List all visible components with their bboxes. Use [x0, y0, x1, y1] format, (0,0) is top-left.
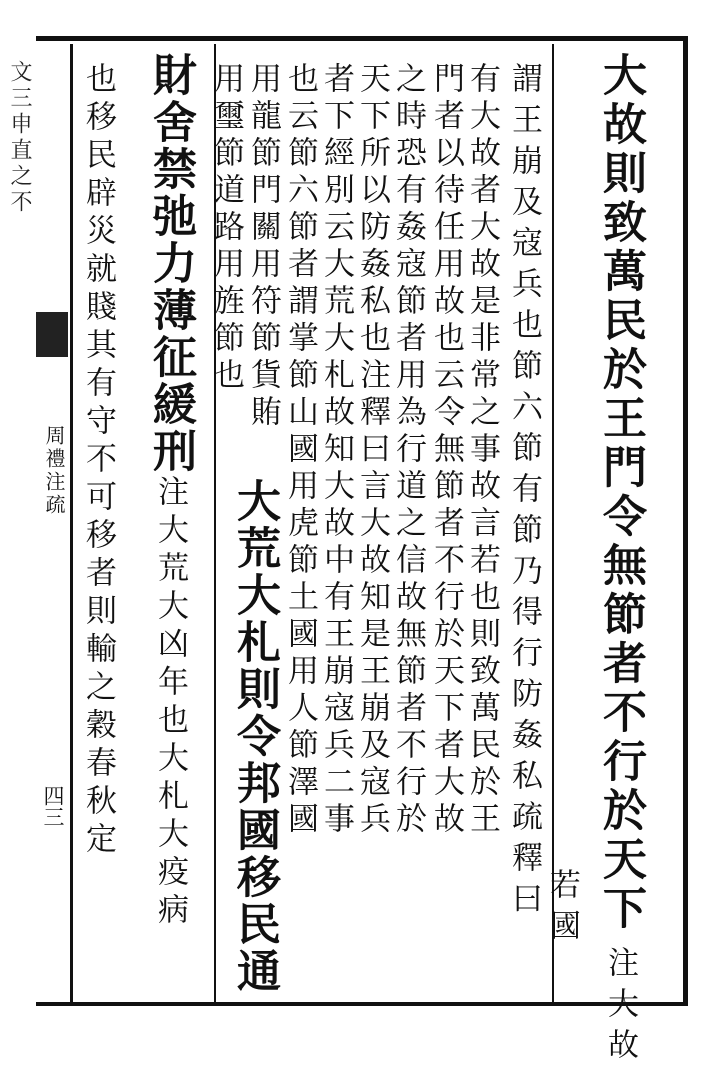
note-text: 疏釋曰 [506, 800, 542, 923]
text-column-4: 門者以待任用故也云令無節者不行於天下者大故 [428, 62, 464, 839]
column-rule [552, 44, 554, 1004]
note-text: 注大故 [602, 946, 638, 1069]
text-column-8: 也云節六節者謂掌節山國用虎節土國用人節澤國 [282, 62, 318, 839]
note-text: 注大荒大凶年也大札大疫病 [152, 475, 188, 931]
note-text: 謂王崩及寇兵也節六節有節乃得行防姦私 [506, 62, 542, 800]
note-text: 若國 [544, 868, 580, 950]
text-column-6: 天下所以防姦私也注釋曰言大故知是王崩及寇兵 [354, 62, 390, 839]
text-column-12: 也移民辟災就賤其有守不可移者則輸之穀春秋定 [80, 62, 116, 860]
margin-black-bar [36, 312, 68, 357]
main-text: 大故則致萬民於王門令無節者不行於天下 [595, 52, 646, 934]
text-column-9: 用龍節門關用符節貨賄 [245, 62, 281, 432]
main-text: 大荒大札則令邦國移民通 [229, 478, 280, 995]
text-column-11 [145, 52, 196, 931]
text-column-10: 用璽節道路用旌節也 [208, 62, 244, 395]
page-number: 四三 [41, 785, 65, 827]
text-column-7: 者下經別云大荒大札故知大故中有王崩寇兵二事 [318, 62, 354, 839]
left-border-line [70, 44, 73, 1006]
book-title: 周禮注疏 [42, 425, 66, 517]
text-column-1 [595, 52, 646, 1069]
text-column-3: 有大故者大故是非常之事故言若也則致萬民於王 [464, 62, 500, 839]
text-column-2-tail [544, 868, 580, 950]
text-column-2 [506, 62, 542, 923]
edge-text: 文三申直之不 [7, 60, 32, 216]
main-text: 財舍禁弛力薄征緩刑 [145, 52, 196, 475]
text-column-5: 之時恐有姦寇節者用為行道之信故無節者不行於 [390, 62, 426, 839]
